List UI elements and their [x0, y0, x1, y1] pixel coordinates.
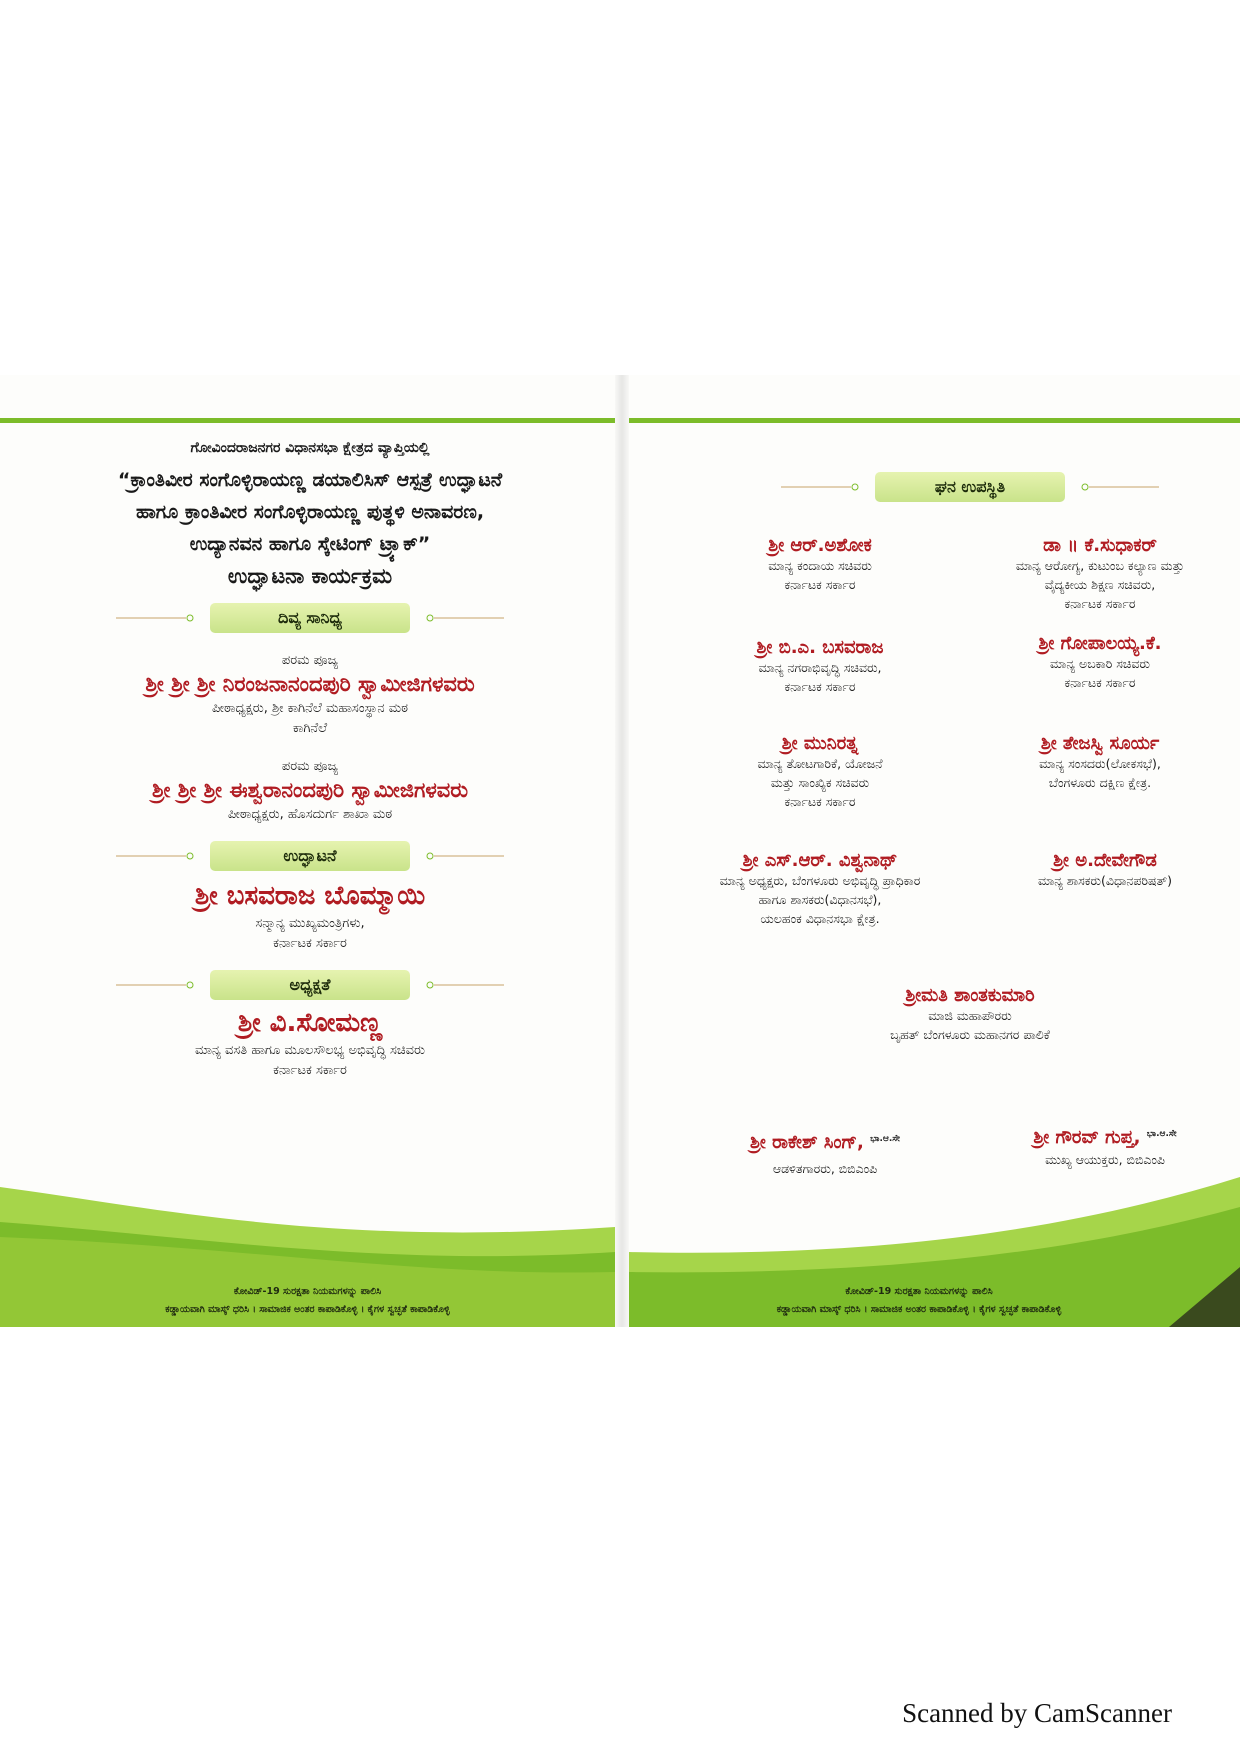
pres-name: ಶ್ರೀ ವಿ.ಸೋಮಣ್ಣ	[237, 1008, 383, 1038]
guest-desc: ಮುಖ್ಯ ಆಯುಕ್ತರು, ಬಿಬಿಎಂಪಿ	[1045, 1152, 1165, 1167]
guest-vishwanath	[660, 850, 980, 928]
guest-name: ಶ್ರೀ ಗೋಪಾಲಯ್ಯ.ಕೆ.	[1038, 633, 1162, 654]
footer-covid-line: ಕೋವಿಡ್-19 ಸುರಕ್ಷತಾ ನಿಯಮಗಳನ್ನು ಪಾಲಿಸಿ	[845, 1286, 993, 1297]
ghana-header	[760, 472, 1180, 502]
guest-suffix: ಭಾ.ಆ.ಸೇ	[870, 1134, 900, 1144]
guest-name: ಶ್ರೀ ಗೌರವ್ ಗುಪ್ತ,	[1033, 1127, 1141, 1148]
guest-desc: ಬೃಹತ್ ಬೆಂಗಳೂರು ಮಹಾನಗರ ಪಾಲಿಕೆ	[890, 1027, 1050, 1042]
guest-name: ಶ್ರೀ ರಾಕೇಶ್ ಸಿಂಗ್,	[749, 1132, 864, 1153]
center-fold	[615, 375, 629, 1327]
ornament-left-icon	[116, 611, 196, 625]
guest-desc: ಬೆಂಗಳೂರು ದಕ್ಷಿಣ ಕ್ಷೇತ್ರ.	[1048, 775, 1152, 790]
footer-safety-line: ಕಡ್ಡಾಯವಾಗಿ ಮಾಸ್ಕ್ ಧರಿಸಿ । ಸಾಮಾಜಿಕ ಅಂತರ ಕಾಪಾಡಿಕೊಳ್ಳಿ । ಕೈಗಳ ಸ್ವಚ್ಛತೆ ಕಾಪಾಡಿಕೊಳ್ಳಿ	[165, 1304, 450, 1315]
p2-label: ಪರಮ ಪೂಜ್ಯ	[281, 759, 339, 774]
guest-desc: ಆಡಳಿತಗಾರರು, ಬಿಬಿಎಂಪಿ	[772, 1161, 878, 1176]
p2-sub1: ಪೀಠಾಧ್ಯಕ್ಷರು, ಹೊಸದುರ್ಗ ಶಾಖಾ ಮಠ	[227, 807, 393, 822]
footer-left	[0, 1281, 615, 1317]
top-green-line-left	[0, 418, 615, 423]
adhyaksha-pill: ಅಧ್ಯಕ್ಷತೆ	[210, 970, 410, 1000]
guest-gaurav-gupta	[980, 1127, 1230, 1169]
guest-desc: ಮಾನ್ಯ ಅಧ್ಯಕ್ಷರು, ಬೆಂಗಳೂರು ಅಭಿವೃದ್ಧಿ ಪ್ರಾಧಿಕಾರ	[719, 873, 921, 888]
adhyaksha-header	[20, 970, 600, 1000]
pres-sub1: ಮಾನ್ಯ ವಸತಿ ಹಾಗೂ ಮೂಲಸೌಲಭ್ಯ ಅಭಿವೃದ್ಧಿ ಸಚಿವರು	[194, 1043, 426, 1058]
intro-line-2: “ಕ್ರಾಂತಿವೀರ ಸಂಗೊಳ್ಳಿರಾಯಣ್ಣ ಡಯಾಲಿಸಿಸ್ ಆಸ್ಪತ್ರೆ ಉದ್ಘಾಟನೆ	[117, 469, 503, 491]
cm-sub1: ಸನ್ಮಾನ್ಯ ಮುಖ್ಯಮಂತ್ರಿಗಳು,	[255, 916, 365, 931]
pres-sub2: ಕರ್ನಾಟಕ ಸರ್ಕಾರ	[273, 1063, 347, 1078]
guest-desc: ಮಾನ್ಯ ಕಂದಾಯ ಸಚಿವರು	[768, 558, 872, 573]
camscanner-watermark: Scanned by CamScanner	[902, 1698, 1172, 1728]
p1-sub1: ಪೀಠಾಧ್ಯಕ್ಷರು, ಶ್ರೀ ಕಾಗಿನೆಲೆ ಮಹಾಸಂಸ್ಥಾನ ಮಠ	[211, 701, 409, 716]
guest-ashoka	[670, 535, 970, 594]
udghatane-header	[20, 841, 600, 871]
p1-name: ಶ್ರೀ ಶ್ರೀ ಶ್ರೀ ನಿರಂಜನಾನಂದಪುರಿ ಸ್ವಾಮೀಜಿಗಳವರು	[145, 672, 475, 696]
guest-gopalaiah	[970, 633, 1230, 692]
guest-desc: ಮಾಜಿ ಮಹಾಪೌರರು	[928, 1008, 1012, 1023]
p2-name: ಶ್ರೀ ಶ್ರೀ ಶ್ರೀ ಈಶ್ವರಾನಂದಪುರಿ ಸ್ವಾಮೀಜಿಗಳವರು	[151, 778, 469, 802]
ornament-left-icon	[116, 849, 196, 863]
ornament-right-icon	[424, 611, 504, 625]
ornament-left-icon	[116, 978, 196, 992]
p1-sub2: ಕಾಗಿನೆಲೆ	[292, 721, 328, 736]
guest-name: ಶ್ರೀ ಆರ್.ಅಶೋಕ	[768, 535, 872, 556]
intro-line-4: ಉದ್ಯಾನವನ ಹಾಗೂ ಸ್ಕೇಟಿಂಗ್ ಟ್ರ್ಯಾಕ್”	[189, 533, 431, 555]
divya-header	[20, 603, 600, 633]
guest-desc: ಕರ್ನಾಟಕ ಸರ್ಕಾರ	[784, 794, 856, 809]
guest-desc: ಮಾನ್ಯ ಸಂಸದರು(ಲೋಕಸಭೆ),	[1039, 756, 1161, 771]
ornament-left-icon	[781, 480, 861, 494]
right-header	[760, 472, 1180, 502]
footer-right	[629, 1281, 1209, 1317]
guest-desc: ಕರ್ನಾಟಕ ಸರ್ಕಾರ	[784, 577, 856, 592]
guest-name: ಶ್ರೀ ಅ.ದೇವೇಗೌಡ	[1053, 850, 1157, 871]
guest-devegowda	[990, 850, 1220, 890]
footer-covid-line: ಕೋವಿಡ್-19 ಸುರಕ್ಷತಾ ನಿಯಮಗಳನ್ನು ಪಾಲಿಸಿ	[233, 1286, 382, 1297]
footer-safety-line: ಕಡ್ಡಾಯವಾಗಿ ಮಾಸ್ಕ್ ಧರಿಸಿ । ಸಾಮಾಜಿಕ ಅಂತರ ಕಾಪಾಡಿಕೊಳ್ಳಿ । ಕೈಗಳ ಸ್ವಚ್ಛತೆ ಕಾಪಾಡಿಕೊಳ್ಳಿ	[776, 1304, 1062, 1315]
divya-pill: ದಿವ್ಯ ಸಾನಿಧ್ಯ	[210, 603, 410, 633]
guest-desc: ಮತ್ತು ಸಾಂಖ್ಯಿಕ ಸಚಿವರು	[770, 775, 870, 790]
cm-name: ಶ್ರೀ ಬಸವರಾಜ ಬೊಮ್ಮಾಯಿ	[194, 881, 426, 911]
p1-label: ಪರಮ ಪೂಜ್ಯ	[281, 653, 339, 668]
guest-name: ಶ್ರೀ ಎಸ್.ಆರ್. ವಿಶ್ವನಾಥ್	[742, 850, 898, 871]
guest-name: ಶ್ರೀ ಬಿ.ಎ. ಬಸವರಾಜ	[756, 637, 884, 658]
ornament-right-icon	[1079, 480, 1159, 494]
ornament-right-icon	[424, 978, 504, 992]
guest-name: ಶ್ರೀ ತೇಜಸ್ವಿ ಸೂರ್ಯ	[1040, 733, 1160, 754]
intro-line-3: ಹಾಗೂ ಕ್ರಾಂತಿವೀರ ಸಂಗೊಳ್ಳಿರಾಯಣ್ಣ ಪುತ್ಥಳಿ ಅನಾವರಣ,	[135, 501, 485, 523]
guest-tejasvi	[970, 733, 1230, 792]
intro-line-5: ಉದ್ಘಾಟನಾ ಕಾರ್ಯಕ್ರಮ	[227, 564, 393, 588]
ornament-right-icon	[424, 849, 504, 863]
guest-suffix: ಭಾ.ಆ.ಸೇ	[1146, 1129, 1177, 1139]
cm-sub2: ಕರ್ನಾಟಕ ಸರ್ಕಾರ	[273, 936, 347, 951]
guest-rakesh-singh	[690, 1132, 960, 1178]
guest-desc: ವೈದ್ಯಕೀಯ ಶಿಕ್ಷಣ ಸಚಿವರು,	[1044, 577, 1156, 592]
guest-shanthakumari	[800, 985, 1140, 1044]
invitation-card	[0, 375, 1240, 1327]
udghatane-pill: ಉದ್ಘಾಟನೆ	[210, 841, 410, 871]
guest-desc: ಹಾಗೂ ಶಾಸಕರು(ವಿಧಾನಸಭೆ),	[758, 892, 882, 907]
guest-desc: ಕರ್ನಾಟಕ ಸರ್ಕಾರ	[1064, 596, 1136, 611]
guest-basavaraja	[670, 637, 970, 696]
guest-desc: ಕರ್ನಾಟಕ ಸರ್ಕಾರ	[1064, 675, 1136, 690]
guest-desc: ಯಲಹಂಕ ವಿಧಾನಸಭಾ ಕ್ಷೇತ್ರ.	[760, 911, 880, 926]
guest-sudhakar	[970, 535, 1230, 613]
guest-name: ಶ್ರೀಮತಿ ಶಾಂತಕುಮಾರಿ	[905, 985, 1035, 1006]
guest-desc: ಮಾನ್ಯ ಅಬಕಾರಿ ಸಚಿವರು	[1050, 656, 1150, 671]
ghana-pill: ಘನ ಉಪಸ್ಥಿತಿ	[875, 472, 1065, 502]
guest-desc: ಕರ್ನಾಟಕ ಸರ್ಕಾರ	[784, 679, 856, 694]
guest-munirathna	[670, 733, 970, 811]
top-green-line-right	[629, 418, 1240, 423]
guest-desc: ಮಾನ್ಯ ನಗರಾಭಿವೃದ್ಧಿ ಸಚಿವರು,	[758, 660, 882, 675]
guest-name: ಶ್ರೀ ಮುನಿರತ್ನ	[781, 733, 859, 754]
guest-desc: ಮಾನ್ಯ ಆರೋಗ್ಯ, ಕುಟುಂಬ ಕಲ್ಯಾಣ ಮತ್ತು	[1015, 558, 1185, 573]
intro-line-1: ಗೋವಿಂದರಾಜನಗರ ವಿಧಾನಸಭಾ ಕ್ಷೇತ್ರದ ವ್ಯಾಪ್ತಿಯಲ್ಲಿ	[190, 440, 430, 456]
guest-name: ಡಾ ॥ ಕೆ.ಸುಧಾಕರ್	[1043, 535, 1157, 556]
left-panel	[20, 440, 600, 1081]
guest-desc: ಮಾನ್ಯ ತೋಟಗಾರಿಕೆ, ಯೋಜನೆ	[757, 756, 883, 771]
guest-desc: ಮಾನ್ಯ ಶಾಸಕರು(ವಿಧಾನಪರಿಷತ್)	[1037, 873, 1173, 888]
